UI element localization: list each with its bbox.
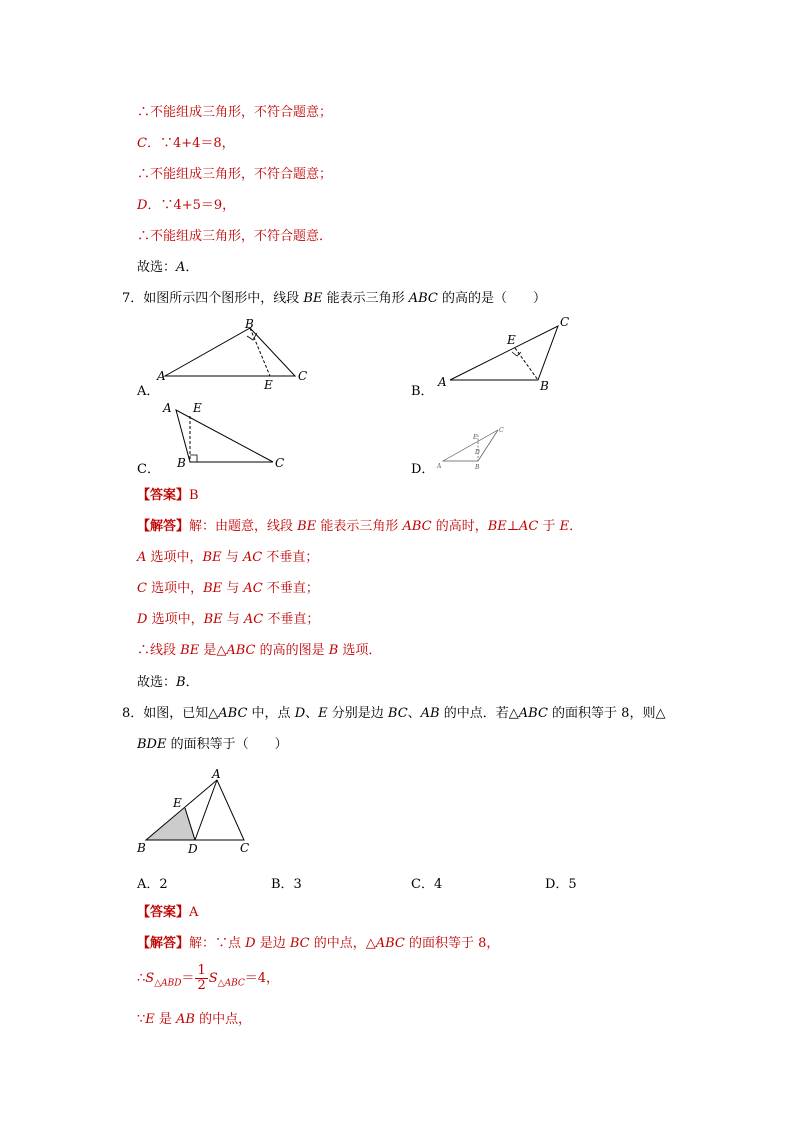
q8-option-d: D．5 <box>545 877 577 892</box>
q8-answer: 【答案】A <box>137 905 199 920</box>
q7d-label-b: B <box>475 464 480 471</box>
q8-stem-line-1: 8．如图，已知△ABC 中，点 D、E 分别是边 BC、AB 的中点．若△ABC 的面积等于 8，则△ <box>122 706 666 721</box>
q7a-label-a: A <box>157 369 166 383</box>
q8-label-b: B <box>137 841 146 855</box>
q7-option-c: C． <box>137 462 160 477</box>
q7-figure-a <box>155 316 325 396</box>
q7b-label-c: C <box>560 315 570 329</box>
q8-solution-line-3: ∵E 是 AB 的中点， <box>137 1012 252 1027</box>
q7-stem: 7．如图所示四个图形中，线段 BE 能表示三角形 ABC 的高的是（ ） <box>122 291 547 306</box>
q7d-label-e: E <box>473 434 478 441</box>
q7c-label-c: C <box>275 456 285 470</box>
prev-line-5: ∴不能组成三角形，不符合题意． <box>137 229 333 244</box>
q8-stem-line-2: BDE 的面积等于（ ） <box>137 737 288 752</box>
q7b-label-b: B <box>540 379 549 393</box>
q8-option-b: B．3 <box>271 877 302 892</box>
q8-figure <box>135 764 265 856</box>
q7-answer: 【答案】B <box>137 488 199 503</box>
q7c-label-b: B <box>177 456 186 470</box>
q7b-label-e: E <box>507 333 516 347</box>
q8-equation: $\therefore S_{\triangle ABD}=$ $\frac{1}{2}$ $S_{\triangle ABC}=4$， <box>137 963 280 993</box>
q8-label-d: D <box>188 842 198 856</box>
q7-solution-line-5: ∴线段 BE 是△ABC 的高的图是 B 选项． <box>137 643 382 658</box>
q8-label-e: E <box>173 796 182 810</box>
prev-line-4: D．∵4+5＝9， <box>137 198 236 213</box>
q7d-label-d: D <box>475 449 480 456</box>
q7-solution-line-3: C 选项中，BE 与 AC 不垂直； <box>137 581 319 596</box>
q7b-label-a: A <box>438 375 447 389</box>
q7-option-a: A． <box>137 384 160 399</box>
prev-final-answer: 故选：A． <box>137 260 199 275</box>
q7-option-b: B． <box>411 384 434 399</box>
q7a-label-b: B <box>245 317 254 331</box>
q7-solution-line-2: A 选项中，BE 与 AC 不垂直； <box>137 550 319 565</box>
q7-final-answer: 故选：B． <box>137 675 199 690</box>
q7-solution-line-4: D 选项中，BE 与 AC 不垂直； <box>137 612 320 627</box>
prev-line-3: ∴不能组成三角形，不符合题意； <box>137 167 333 182</box>
q7-option-d: D． <box>411 462 435 477</box>
q7a-label-c: C <box>298 369 308 383</box>
q7-figure-c <box>155 398 295 476</box>
q8-label-a: A <box>212 767 221 781</box>
q7-solution-line-1: 【解答】解：由题意，线段 BE 能表示三角形 ABC 的高时，BE⊥AC 于 E． <box>137 519 583 534</box>
q7-figure-b <box>430 312 580 397</box>
q7d-label-a: A <box>437 463 442 470</box>
q7-figure-d <box>430 422 520 474</box>
q7c-label-a: A <box>163 401 172 415</box>
q8-label-c: C <box>240 841 250 855</box>
q7d-label-c: C <box>499 427 504 434</box>
q7c-label-e: E <box>193 401 202 415</box>
q8-option-a: A．2 <box>137 877 168 892</box>
q8-solution-line-1: 【解答】解：∵点 D 是边 BC 的中点，△ABC 的面积等于 8， <box>137 936 500 951</box>
fraction-half: $\frac{1}{2}$ <box>197 963 206 993</box>
q7a-label-e: E <box>264 378 273 392</box>
prev-line-1: ∴不能组成三角形，不符合题意； <box>137 105 333 120</box>
q8-option-c: C．4 <box>411 877 443 892</box>
prev-line-2: C．∵4+4＝8， <box>137 136 235 151</box>
